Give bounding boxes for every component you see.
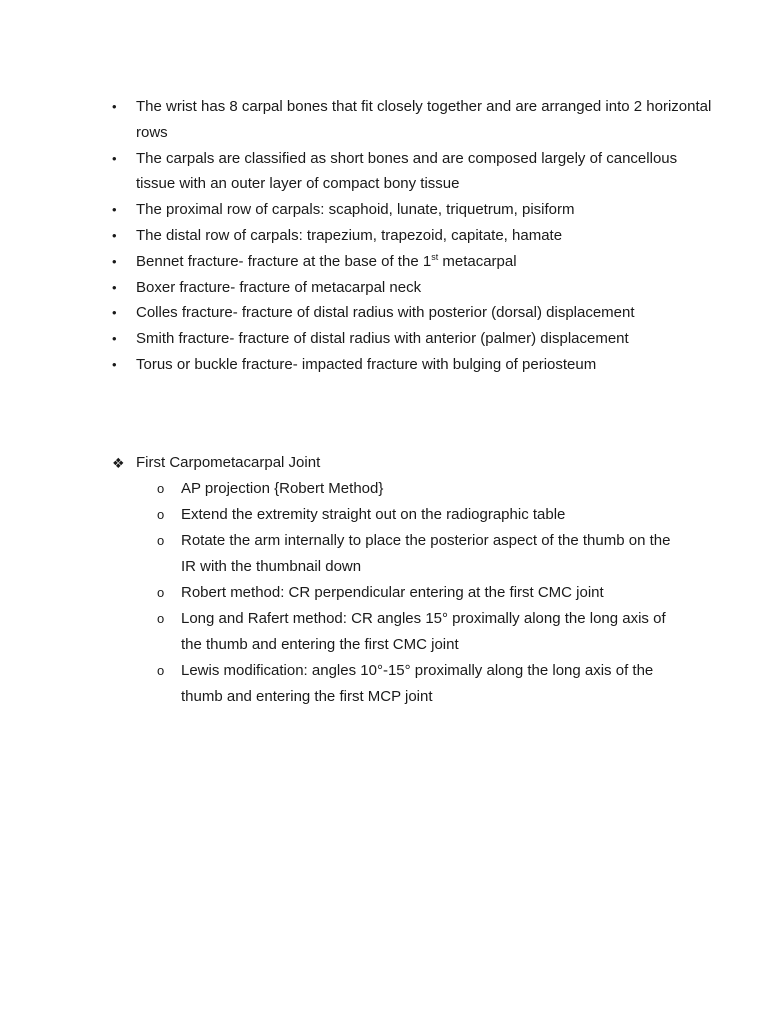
bullet-item xyxy=(112,223,712,249)
bullet-text: The wrist has 8 carpal bones that fit closely together and are arranged into 2 horizontal rows xyxy=(136,98,712,141)
sub-bullet-text: Rotate the arm internally to place the posterior aspect of the thumb on the IR with the thumbnail down xyxy=(181,532,671,575)
circle-bullet-icon: o xyxy=(157,585,165,600)
section-heading xyxy=(112,451,712,475)
bullet-item xyxy=(112,300,712,326)
bullet-item xyxy=(112,275,712,301)
circle-bullet-icon: o xyxy=(157,481,165,496)
sub-bullet-text: Lewis modification: angles 10°-15° proximally along the long axis of the thumb and entering the first MCP joint xyxy=(181,662,654,705)
bullet-marker-icon: • xyxy=(112,227,117,243)
cmc-joint-section xyxy=(112,451,712,710)
bullet-item xyxy=(112,94,712,146)
bullet-marker-icon: • xyxy=(112,202,117,218)
sub-bullet-list xyxy=(157,476,687,710)
sub-bullet-text: AP projection {Robert Method} xyxy=(181,480,384,497)
circle-bullet-icon: o xyxy=(157,611,165,626)
sub-bullet-text: Extend the extremity straight out on the radiographic table xyxy=(181,506,566,523)
bullet-marker-icon: • xyxy=(112,305,117,321)
bullet-marker-icon: • xyxy=(112,99,117,114)
sub-bullet-item xyxy=(157,658,687,710)
bullet-text: The proximal row of carpals: scaphoid, lunate, triquetrum, pisiform xyxy=(136,201,575,219)
bullet-item xyxy=(112,352,712,378)
section-heading-text: First Carpometacarpal Joint xyxy=(136,454,321,471)
sub-bullet-item xyxy=(157,502,687,528)
sub-bullet-item xyxy=(157,606,687,658)
bullet-marker-icon: • xyxy=(112,150,117,166)
bullet-marker-icon: • xyxy=(112,331,117,347)
fracture-bullet-list xyxy=(112,94,712,378)
diamond-bullet-icon: ❖ xyxy=(112,455,125,471)
circle-bullet-icon: o xyxy=(157,507,165,522)
bullet-item xyxy=(112,197,712,223)
bullet-marker-icon: • xyxy=(112,356,117,372)
bullet-text: Colles fracture- fracture of distal radius with posterior (dorsal) displacement xyxy=(136,304,635,322)
bullet-item xyxy=(112,146,712,198)
bullet-item xyxy=(112,326,712,352)
sub-bullet-text: Long and Rafert method: CR angles 15° proximally along the long axis of the thumb and entering the first CMC joint xyxy=(181,610,666,653)
bullet-text-after: metacarpal xyxy=(438,252,517,270)
bullet-text: The distal row of carpals: trapezium, trapezoid, capitate, hamate xyxy=(136,226,563,244)
sub-bullet-text: Robert method: CR perpendicular entering at the first CMC joint xyxy=(181,584,604,601)
ordinal-superscript: st xyxy=(431,251,439,262)
circle-bullet-icon: o xyxy=(157,663,165,678)
bullet-text: Torus or buckle fracture- impacted fracture with bulging of periosteum xyxy=(136,355,597,373)
bullet-text: The carpals are classified as short bones and are composed largely of cancellous tissue with an outer layer of compact bony tissue xyxy=(136,149,678,193)
bullet-marker-icon: • xyxy=(112,279,117,295)
circle-bullet-icon: o xyxy=(157,533,165,548)
bullet-text-before: Bennet fracture- fracture at the base of the 1 xyxy=(136,252,432,270)
sub-bullet-item xyxy=(157,476,687,502)
bullet-item xyxy=(112,249,712,275)
bullet-marker-icon: • xyxy=(112,253,117,269)
bullet-text: Boxer fracture- fracture of metacarpal neck xyxy=(136,278,422,296)
sub-bullet-item xyxy=(157,528,687,580)
bullet-text: Smith fracture- fracture of distal radius with anterior (palmer) displacement xyxy=(136,330,629,348)
sub-bullet-item xyxy=(157,580,687,606)
